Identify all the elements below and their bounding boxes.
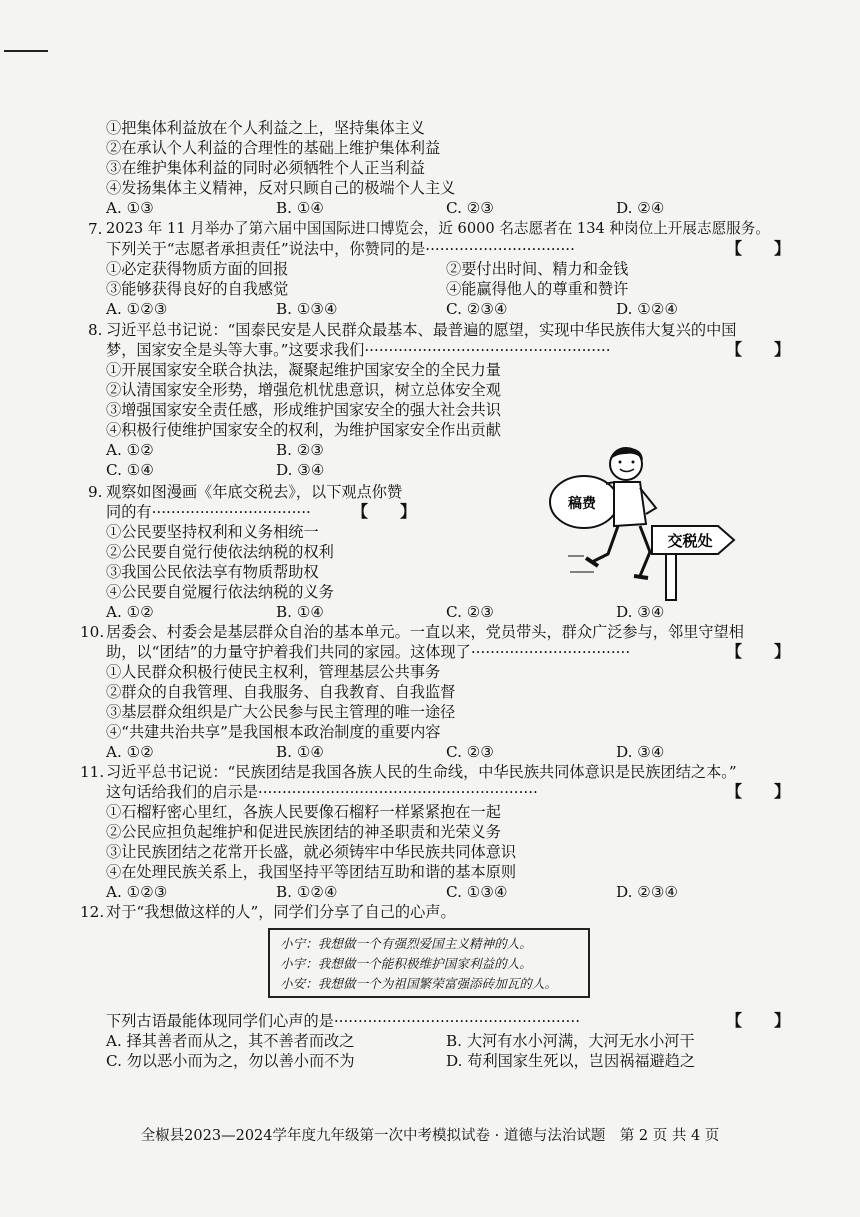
q12-number: 12.	[80, 903, 105, 921]
q7-item-2: ②要付出时间、精力和金钱	[446, 260, 629, 278]
q9-stem-line2: 同的有·································	[106, 503, 311, 521]
q8-item-2: ②认清国家安全形势，增强危机忧患意识，树立总体安全观	[106, 381, 501, 399]
q9-item-1: ①公民要坚持权利和义务相统一	[106, 523, 319, 541]
q7-option-d: D. ①②④	[616, 300, 679, 318]
q8-option-d: D. ③④	[276, 461, 325, 479]
q12-option-b: B. 大河有水小河满，大河无水小河干	[446, 1032, 695, 1050]
q7-option-c: C. ②③④	[446, 300, 508, 318]
q6-option-a: A. ①③	[106, 199, 154, 217]
q9-item-2: ②公民要自觉行使依法纳税的权利	[106, 543, 334, 561]
q10-stem-line2: 助，以“团结”的力量守护着我们共同的家园。这体现了·································	[106, 643, 631, 661]
q10-item-1: ①人民群众积极行使民主权利，管理基层公共事务	[106, 663, 441, 681]
q10-option-a: A. ①②	[106, 743, 154, 761]
q12-option-a: A. 择其善者而从之，其不善者而改之	[106, 1032, 355, 1050]
q8-stem-line1: 习近平总书记说：“国泰民安是人民群众最基本、最普遍的愿望，实现中华民族伟大复兴的中国	[106, 321, 737, 339]
q12-option-d: D. 苟利国家生死以，岂因祸福避趋之	[446, 1052, 696, 1070]
q10-option-c: C. ②③	[446, 743, 494, 761]
q12-stem-line2: 下列古语最能体现同学们心声的是···················································	[106, 1012, 581, 1030]
q10-option-b: B. ①④	[276, 743, 325, 761]
q8-item-4: ④积极行使维护国家安全的权利，为维护国家安全作出贡献	[106, 421, 501, 439]
q12-stem-line1: 对于“我想做这样的人”，同学们分享了自己的心声。	[106, 903, 456, 921]
q12-option-c: C. 勿以恶小而为之，勿以善小而不为	[106, 1052, 355, 1070]
q10-stem-line1: 居委会、村委会是基层群众自治的基本单元。一直以来，党员带头，群众广泛参与，邻里守望相	[106, 623, 744, 641]
scan-mark	[4, 50, 48, 52]
q6-option-d: D. ②④	[616, 199, 665, 217]
q8-number: 8.	[88, 321, 103, 339]
q7-item-4: ④能赢得他人的尊重和赞许	[446, 280, 629, 298]
q7-option-b: B. ①③④	[276, 300, 338, 318]
q7-number: 7.	[88, 220, 103, 238]
q9-number: 9.	[88, 483, 103, 501]
q9-option-b: B. ①④	[276, 603, 325, 621]
q8-stem-line2: 梦，国家安全是头等大事。”这要求我们···················································	[106, 341, 611, 359]
q11-answer-bracket: 【 】	[726, 782, 791, 801]
q6-option-c: C. ②③	[446, 199, 494, 217]
q8-option-a: A. ①②	[106, 441, 154, 459]
student-quotes-box	[268, 928, 590, 998]
q11-number: 11.	[80, 763, 105, 781]
quote-xiaoning: 小宁：我想做一个有强烈爱国主义精神的人。	[280, 936, 532, 951]
q9-option-d: D. ③④	[616, 603, 665, 621]
q6-item-3: ③在维护集体利益的同时必须牺牲个人正当利益	[106, 159, 425, 177]
q10-item-2: ②群众的自我管理、自我服务、自我教育、自我监督	[106, 683, 456, 701]
q11-option-c: C. ①③④	[446, 883, 508, 901]
quote-xiaoyu: 小宇：我想做一个能积极维护国家利益的人。	[280, 956, 532, 971]
q11-option-a: A. ①②③	[106, 883, 168, 901]
q9-stem-line1: 观察如图漫画《年底交税去》，以下观点你赞	[106, 483, 403, 501]
q11-stem-line1: 习近平总书记说：“民族团结是我国各族人民的生命线，中华民族共同体意识是民族团结之本。”	[106, 763, 737, 781]
cartoon-bag-label: 稿费	[568, 496, 596, 512]
q12-answer-bracket: 【 】	[726, 1011, 791, 1030]
q11-option-d: D. ②③④	[616, 883, 679, 901]
q6-item-2: ②在承认个人利益的合理性的基础上维护集体利益	[106, 139, 441, 157]
q9-option-c: C. ②③	[446, 603, 494, 621]
quote-xiaoan: 小安：我想做一个为祖国繁荣富强添砖加瓦的人。	[280, 976, 558, 991]
page-footer: 全椒县2023—2024学年度九年级第一次中考模拟试卷 · 道德与法治试题 第 2 页 共 4 页	[140, 1128, 720, 1144]
q11-option-b: B. ①②④	[276, 883, 338, 901]
q10-item-4: ④“共建共治共享”是我国根本政治制度的重要内容	[106, 723, 441, 741]
q7-item-1: ①必定获得物质方面的回报	[106, 260, 289, 278]
tax-cartoon	[548, 444, 738, 604]
q11-item-2: ②公民应担负起维护和促进民族团结的神圣职责和光荣义务	[106, 823, 501, 841]
q10-answer-bracket: 【 】	[726, 642, 791, 661]
q10-option-d: D. ③④	[616, 743, 665, 761]
q11-item-3: ③让民族团结之花常开长盛，就必须铸牢中华民族共同体意识	[106, 843, 517, 861]
q7-option-a: A. ①②③	[106, 300, 168, 318]
q9-item-4: ④公民要自觉履行依法纳税的义务	[106, 583, 334, 601]
q10-number: 10.	[80, 623, 105, 641]
q8-item-3: ③增强国家安全责任感，形成维护国家安全的强大社会共识	[106, 401, 501, 419]
q8-option-b: B. ②③	[276, 441, 325, 459]
q7-answer-bracket: 【 】	[726, 239, 791, 258]
q8-answer-bracket: 【 】	[726, 340, 791, 359]
q8-item-1: ①开展国家安全联合执法，凝聚起维护国家安全的全民力量	[106, 361, 501, 379]
q11-stem-line2: 这句话给我们的启示是··························································	[106, 783, 538, 801]
q9-item-3: ③我国公民依法享有物质帮助权	[106, 563, 319, 581]
q10-item-3: ③基层群众组织是广大公民参与民主管理的唯一途径	[106, 703, 456, 721]
q7-stem-line1: 2023 年 11 月举办了第六届中国国际进口博览会，近 6000 名志愿者在 134 种岗位上开展志愿服务。	[106, 220, 770, 237]
q7-item-3: ③能够获得良好的自我感觉	[106, 280, 289, 298]
q6-item-4: ④发扬集体主义精神，反对只顾自己的极端个人主义	[106, 179, 456, 197]
q9-answer-bracket: 【 】	[352, 502, 417, 521]
q11-item-1: ①石榴籽密心里红，各族人民要像石榴籽一样紧紧抱在一起	[106, 803, 501, 821]
q7-stem-line2: 下列关于“志愿者承担责任”说法中，你赞同的是·······························	[106, 240, 575, 258]
q8-option-c: C. ①④	[106, 461, 154, 479]
q6-item-1: ①把集体利益放在个人利益之上，坚持集体主义	[106, 119, 425, 137]
q11-item-4: ④在处理民族关系上，我国坚持平等团结互助和谐的基本原则	[106, 863, 517, 881]
q9-option-a: A. ①②	[106, 603, 154, 621]
q6-option-b: B. ①④	[276, 199, 325, 217]
cartoon-sign-label: 交税处	[667, 532, 713, 550]
